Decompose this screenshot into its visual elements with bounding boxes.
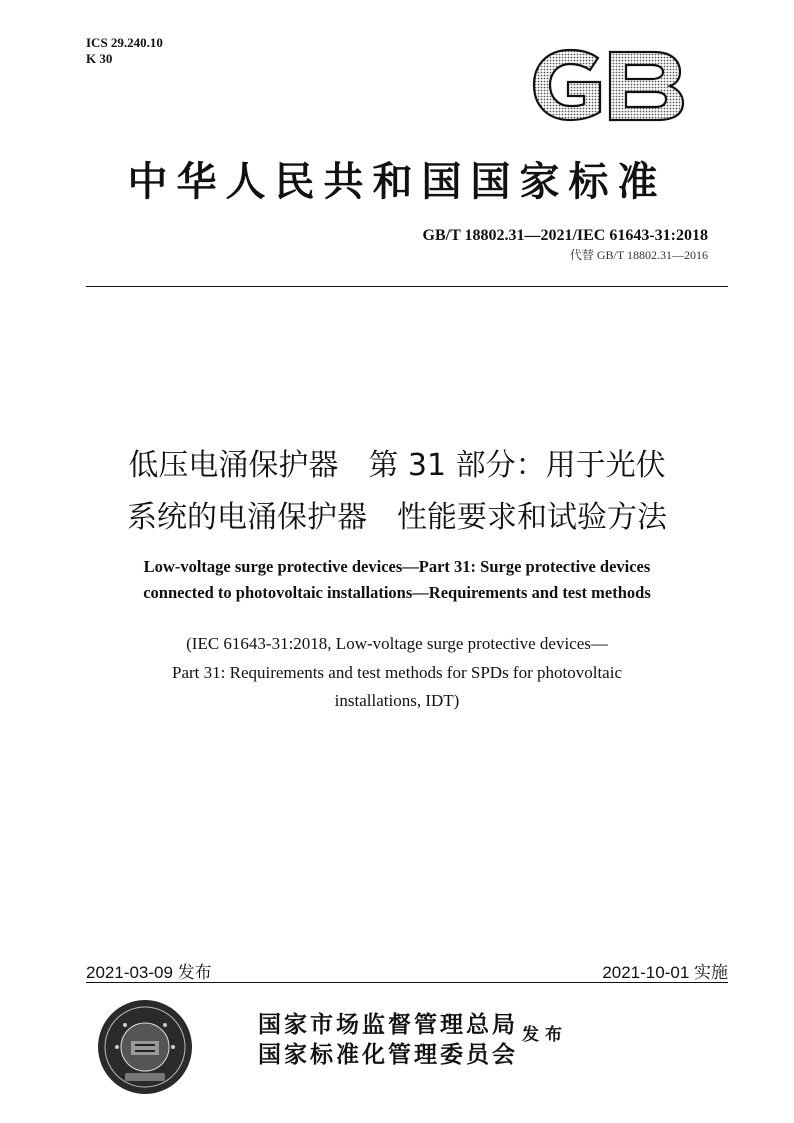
issuer-samr: 国家市场监督管理总局 [258,1011,518,1038]
replaces-standard: 代替 GB/T 18802.31—2016 [569,248,708,262]
title-cn-line2: 系统的电涌保护器 性能要求和试验方法 [127,500,667,535]
title-en-line2: connected to photovoltaic installations—Requirements and test methods [143,583,651,602]
footer-divider [86,982,728,983]
idt-line1: (IEC 61643-31:2018, Low-voltage surge protective devices— [186,634,608,653]
issue-date: 2021-03-09 发布 [86,963,212,982]
idt-line3: installations, IDT) [334,691,460,710]
gb-logo [528,44,688,126]
standard-number: GB/T 18802.31—2021/IEC 61643-31:2018 [422,227,708,244]
anti-counterfeit-seal-icon [95,997,195,1097]
issuer-sac: 国家标准化管理委员会 [258,1041,518,1068]
ics-classification [86,35,163,67]
ics-code: ICS 29.240.10 [86,35,163,50]
idt-line2: Part 31: Requirements and test methods for SPDs for photovoltaic [172,663,622,682]
title-cn-line1: 低压电涌保护器 第 31 部分：用于光伏 [128,448,666,483]
ccs-code: K 30 [86,51,113,66]
standard-name: 中华人民共和国国家标准 [127,158,667,205]
title-en-line1: Low-voltage surge protective devices—Part 31: Surge protective devices [143,557,651,576]
header-divider [86,286,728,287]
effective-date: 2021-10-01 实施 [602,963,728,982]
publish-label: 发布 [522,1025,568,1045]
